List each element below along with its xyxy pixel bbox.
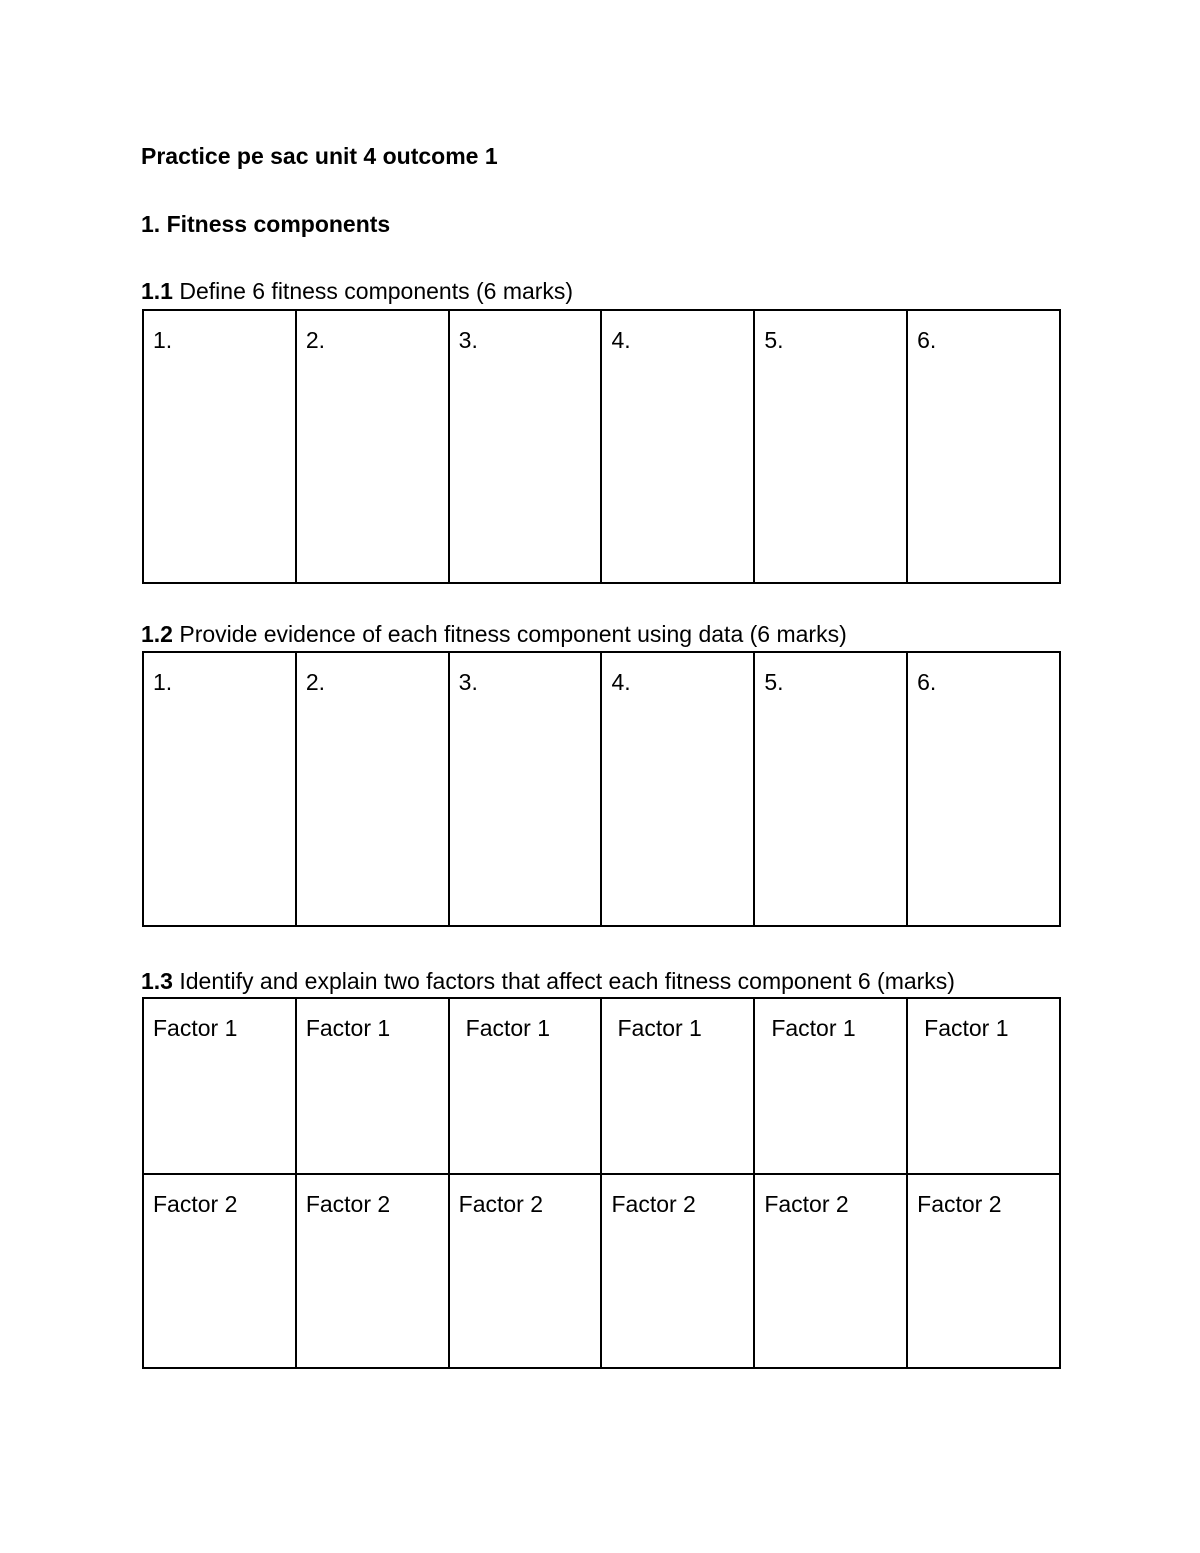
answer-cell[interactable] [296, 652, 449, 926]
answer-cell[interactable] [296, 310, 449, 583]
cell-label: 4. [611, 669, 631, 695]
cell-label: 5. [764, 669, 784, 695]
answer-cell[interactable] [601, 652, 754, 926]
cell-label: Factor 2 [764, 1191, 849, 1217]
cell-label: Factor 1 [771, 1015, 856, 1041]
cell-label: Factor 2 [611, 1191, 696, 1217]
table-row [143, 998, 1060, 1174]
cell-label: 6. [917, 327, 937, 353]
question-1-3-text: Identify and explain two factors that affect each fitness component 6 (marks) [172, 968, 955, 994]
question-1-2-text: Provide evidence of each fitness component using data (6 marks) [172, 621, 847, 647]
answer-cell[interactable] [143, 652, 296, 926]
cell-label: 1. [153, 327, 173, 353]
answer-cell[interactable] [601, 998, 754, 1174]
answer-cell[interactable] [754, 1174, 907, 1368]
answer-cell[interactable] [754, 998, 907, 1174]
question-1-3-number: 1.3 [141, 968, 173, 994]
factors-table [142, 997, 1061, 1369]
cell-label: Factor 1 [465, 1015, 551, 1041]
cell-label: 1. [153, 669, 173, 695]
table-row [143, 652, 1060, 926]
cell-label: 5. [764, 327, 784, 353]
table-row [143, 310, 1060, 583]
cell-label: 3. [458, 669, 478, 695]
answer-cell[interactable] [449, 1174, 602, 1368]
cell-label: Factor 1 [924, 1015, 1009, 1041]
question-1-2-number: 1.2 [141, 621, 173, 647]
cell-label: Factor 1 [153, 1015, 238, 1041]
cell-label: 6. [917, 669, 937, 695]
answer-cell[interactable] [449, 652, 602, 926]
answer-cell[interactable] [449, 310, 602, 583]
table-row [143, 1174, 1060, 1368]
answer-cell[interactable] [907, 1174, 1060, 1368]
section-heading: 1. Fitness components [141, 211, 391, 237]
page-title: Practice pe sac unit 4 outcome 1 [141, 143, 498, 169]
cell-label: Factor 1 [617, 1015, 702, 1041]
question-1-3 [141, 967, 955, 995]
cell-label: Factor 2 [917, 1191, 1002, 1217]
cell-label: 2. [305, 669, 326, 695]
answer-cell[interactable] [754, 652, 907, 926]
answer-cell[interactable] [296, 1174, 449, 1368]
answer-cell[interactable] [143, 998, 296, 1174]
evidence-table [142, 651, 1061, 927]
answer-cell[interactable] [143, 310, 296, 583]
question-1-1-number: 1.1 [141, 278, 173, 304]
answer-cell[interactable] [907, 652, 1060, 926]
cell-label: 3. [458, 327, 478, 353]
cell-label: 2. [305, 327, 326, 353]
cell-label: Factor 2 [305, 1191, 391, 1217]
cell-label: Factor 1 [305, 1015, 391, 1041]
answer-cell[interactable] [601, 1174, 754, 1368]
question-1-2 [141, 620, 847, 648]
cell-label: Factor 2 [153, 1191, 238, 1217]
answer-cell[interactable] [601, 310, 754, 583]
cell-label: Factor 2 [458, 1191, 544, 1217]
answer-cell[interactable] [143, 1174, 296, 1368]
answer-cell[interactable] [449, 998, 602, 1174]
question-1-1-text: Define 6 fitness components (6 marks) [172, 278, 574, 304]
definitions-table [142, 309, 1061, 584]
cell-label: 4. [611, 327, 631, 353]
answer-cell[interactable] [907, 310, 1060, 583]
answer-cell[interactable] [296, 998, 449, 1174]
answer-cell[interactable] [754, 310, 907, 583]
answer-cell[interactable] [907, 998, 1060, 1174]
question-1-1 [141, 277, 573, 305]
